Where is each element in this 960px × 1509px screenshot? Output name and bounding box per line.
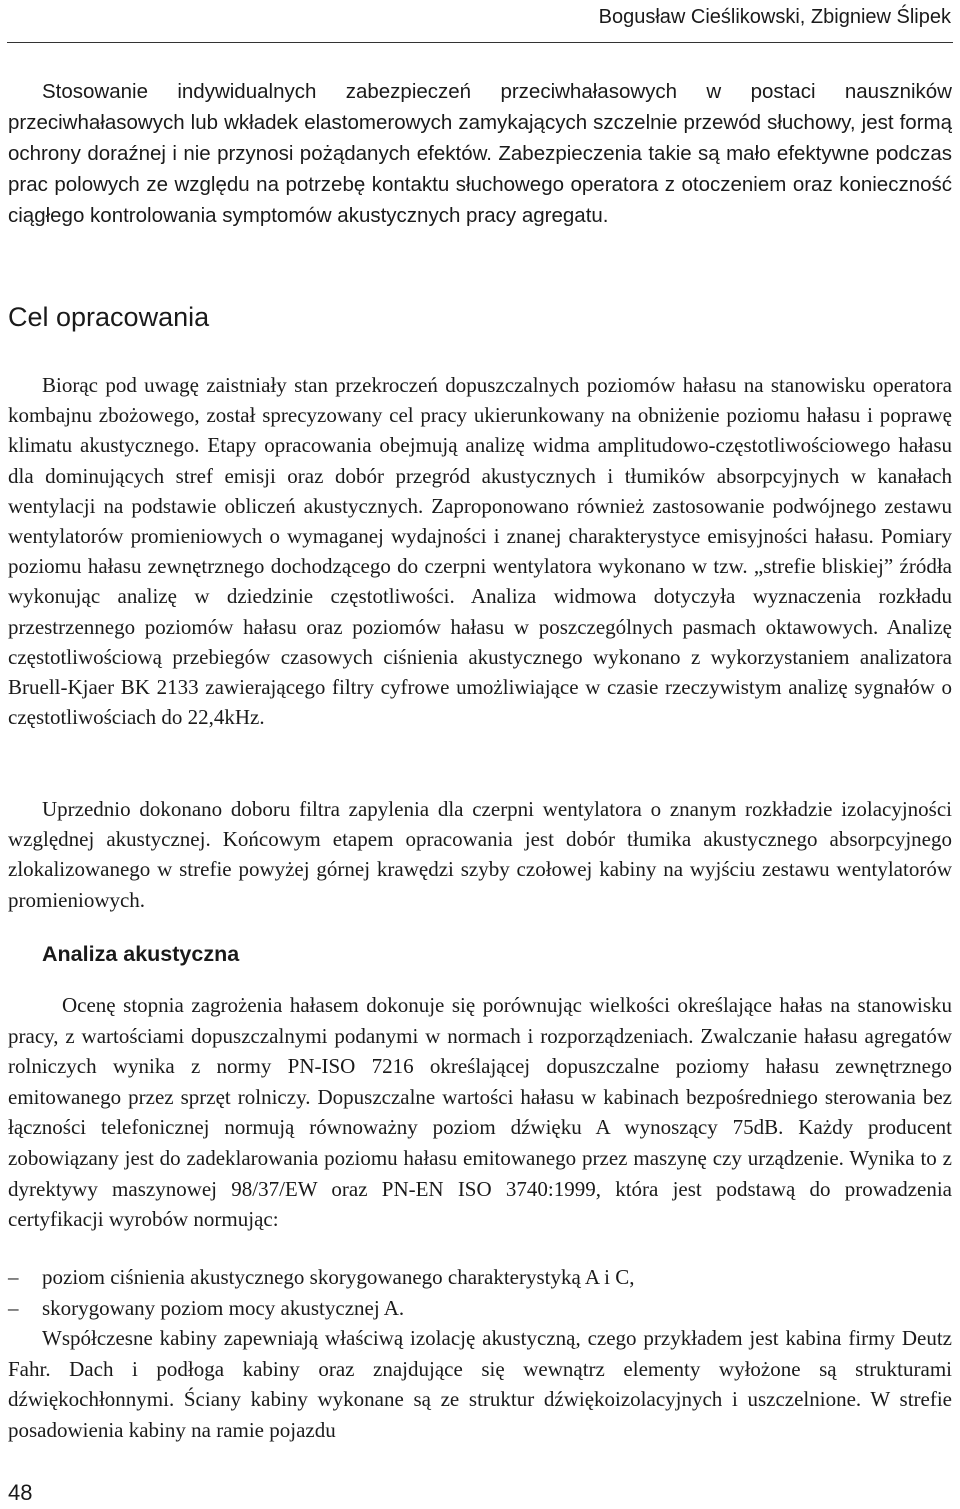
list-dash: – bbox=[8, 1265, 19, 1289]
header-authors: Bogusław Cieślikowski, Zbigniew Ślipek bbox=[598, 6, 951, 28]
list-item-text: poziom ciśnienia akustycznego skorygowanego charakterystyką A i C, bbox=[42, 1265, 635, 1289]
page-number: 48 bbox=[8, 1480, 33, 1505]
list-dash: – bbox=[8, 1295, 19, 1320]
intro-paragraph: Stosowanie indywidualnych zabezpieczeń przeciwhałasowych w postaci nauszników przeciwhałasowych lub wkładek elastomerowych zamykających szczelnie przewód słuchowy, jest formą ochrony doraźnej i nie przynosi pożądanych efektów. Zabezpieczenia takie są mało efektywne podczas prac polowych ze względu na potrzebę kontaktu słuchowego operatora z otoczeniem oraz konieczność ciągłego kontrolowania symptomów akustycznych pracy agregatu. bbox=[8, 80, 952, 227]
analiza-paragraph-1: Ocenę stopnia zagrożenia hałasem dokonuje się porównując wielkości określające hałas na stanowisku pracy, z wartościami dopuszczalnymi podanymi w normach i rozporządzeniach. Zwalczanie hałasu agregatów rolniczych wynika z normy PN-ISO 7216 określającej dopuszczalne poziomy hałasu zewnętrznego emitowanego przez sprzęt rolniczy. Dopuszczalne wartości hałasu w kabinach bezpośredniego sterowania bez łączności telefonicznej normują równoważny poziom dźwięku A wynoszący 75dB. Każdy producent zobowiązany jest do zadeklarowania poziomu hałasu emitowanego przez maszynę czy urządzenie. Wynika to z dyrektywy maszynowej 98/37/EW oraz PN-EN ISO 3740:1999, która jest podstawą do prowadzenia certyfikacji wyrobów normując: bbox=[8, 993, 952, 1232]
analiza-paragraph-2: Współczesne kabiny zapewniają właściwą izolację akustyczną, czego przykładem jest kabina firmy Deutz Fahr. Dach i podłoga kabiny oraz znajdujące się wewnątrz elementy wyłożone są strukturami dźwiękochłonnymi. Ściany kabiny wykonane są ze struktur dźwiękoizolacyjnych i uszczelnione. W strefie posadowienia kabiny na ramie pojazdu bbox=[8, 1326, 952, 1442]
cel-paragraph-2: Uprzednio dokonano doboru filtra zapylenia dla czerpni wentylatora o znanym rozkładzie izolacyjności względnej akustycznej. Końcowym etapem opracowania jest dobór tłumika akustycznego absorpcyjnego zlokalizowanego w strefie powyżej górnej krawędzi szyby czołowej kabiny na wyjściu zestawu wentylatorów promieniowych. bbox=[8, 797, 952, 912]
running-header bbox=[7, 4, 953, 43]
norm-list bbox=[8, 1262, 952, 1323]
cel-paragraph-1: Biorąc pod uwagę zaistniały stan przekroczeń dopuszczalnych poziomów hałasu na stanowisku operatora kombajnu zbożowego, został sprecyzowany cel pracy ukierunkowany na obniżenie poziomu hałasu i poprawę klimatu akustycznego. Etapy opracowania obejmują analizę widma amplitudowo-częstotliwościowego hałasu dla dominujących stref emisji oraz dobór przegród akustycznych i tłumików absorpcyjnych w kanałach wentylacji na podstawie obliczeń akustycznych. Zaproponowano również zastosowanie podwójnego zestawu wentylatorów promieniowych o wymaganej wydajności i znanej charakterystyce emisyjności hałasu. Pomiary poziomu hałasu zewnętrznego dochodzącego do czerpni wentylatora wykonano w tzw. „strefie bliskiej” źródła wykonując analizę w dziedzinie częstotliwości. Analiza widmowa dotyczyła wyznaczenia rozkładu przestrzennego poziomów hałasu oraz poziomów hałasu w poszczególnych pasmach oktawowych. Analizę częstotliwościową przebiegów czasowych ciśnienia akustycznego wykonano z wykorzystaniem analizatora Bruell-Kjaer BK 2133 zawierającego filtry cyfrowe umożliwiające w czasie rzeczywistym analizę sygnałów o częstotliwościach do 22,4kHz. bbox=[8, 373, 952, 730]
section-title-cel-opracowania: Cel opracowania bbox=[8, 302, 210, 332]
list-item bbox=[8, 1262, 952, 1293]
section-title-analiza-akustyczna: Analiza akustyczna bbox=[42, 942, 240, 966]
list-item bbox=[8, 1293, 952, 1324]
list-item-text: skorygowany poziom mocy akustycznej A. bbox=[42, 1295, 405, 1320]
